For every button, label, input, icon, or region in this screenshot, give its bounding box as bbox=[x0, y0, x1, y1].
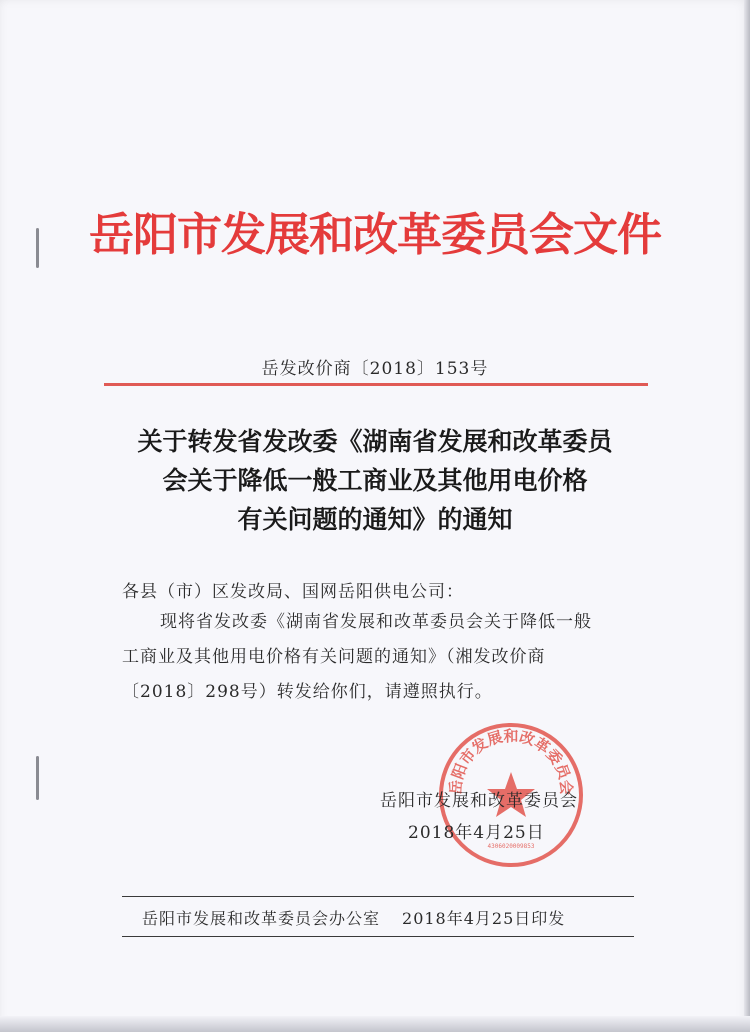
staple-bottom bbox=[36, 756, 39, 800]
page-bottom-edge bbox=[0, 1016, 750, 1032]
body-text bbox=[122, 605, 642, 710]
signing-date: 2018年4月25日 bbox=[408, 823, 545, 843]
footer-issued-date: 2018年4月25日印发 bbox=[402, 909, 566, 928]
seal-text: 岳阳市发展和改革委员会 bbox=[446, 727, 576, 796]
red-separator-rule bbox=[104, 383, 648, 386]
notice-title-line: 会关于降低一般工商业及其他用电价格 bbox=[162, 466, 588, 495]
notice-title bbox=[0, 422, 750, 539]
body-line: 现将省发改委《湖南省发展和改革委员会关于降低一般 bbox=[160, 612, 592, 632]
signing-organization: 岳阳市发展和改革委员会 bbox=[380, 791, 578, 811]
issuance-footer bbox=[142, 906, 565, 929]
body-line: 〔2018〕298号）转发给你们，请遵照执行。 bbox=[122, 682, 493, 702]
footer-office: 岳阳市发展和改革委员会办公室 bbox=[142, 909, 381, 928]
notice-title-line: 关于转发省发改委《湖南省发展和改革委员 bbox=[137, 427, 613, 456]
salutation: 各县（市）区发改局、国网岳阳供电公司： bbox=[122, 582, 464, 602]
document-header-title: 岳阳市发展和改革委员会文件 bbox=[88, 208, 661, 261]
footer-rule-top bbox=[122, 896, 634, 897]
seal-code: 4306020009853 bbox=[487, 843, 535, 850]
notice-title-line: 有关问题的通知》的通知 bbox=[237, 505, 513, 534]
body-line: 工商业及其他用电价格有关问题的通知》（湘发改价商 bbox=[122, 647, 546, 667]
footer-rule-bottom bbox=[122, 936, 634, 937]
document-number: 岳发改价商〔2018〕153号 bbox=[261, 359, 489, 379]
